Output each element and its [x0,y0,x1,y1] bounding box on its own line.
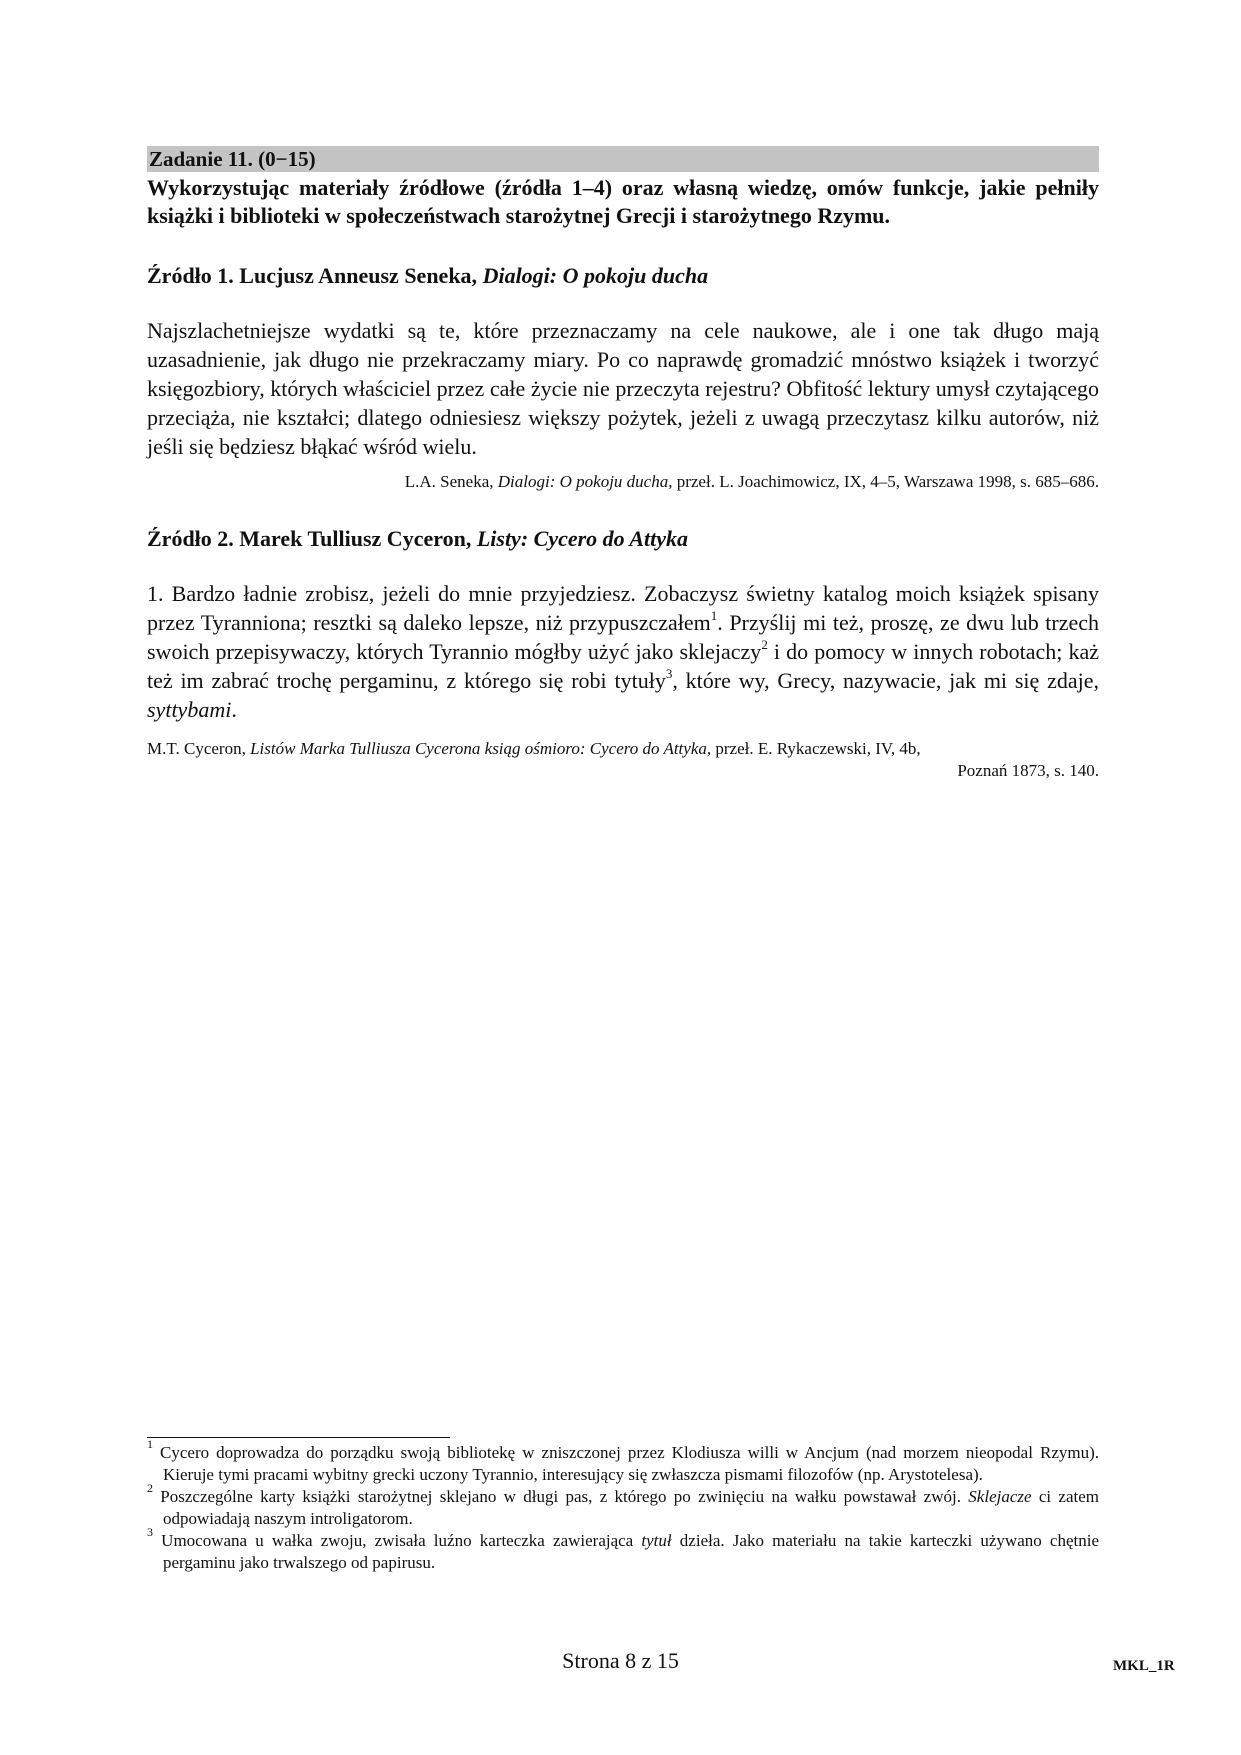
source-1-citation [147,471,1099,493]
footnote-1 [147,1437,1099,1486]
source-1-text: Najszlachetniejsze wydatki są te, które przeznaczamy na cele naukowe, ale i one tak długo mają uzasadnienie, jak długo nie przekraczamy miary. Po co naprawdę gromadzić mnóstwo książek i tworzyć księgozbiory, których właściciel przez całe życie nie przeczyta rejestru? Obfitość lektury umysł czytającego przeciąża, nie kształci; dlatego odniesiesz większy pożytek, jeżeli z uwagą przeczytasz kilku autorów, niż jeśli się będziesz błąkać wśród wielu. [147,318,1099,459]
source-2-heading-title: Listy: Cycero do Attyka [476,526,689,551]
footnote-1-text: Cycero doprowadza do porządku swoją bibliotekę w zniszczonej przez Klodiusza willi w Ancjum (nad morzem nieopodal Rzymu). Kieruje tymi pracami wybitny grecki uczony Tyrannio, interesujący się zwłaszcza pismami filozofów (np. Arystotelesa). [153,1443,1099,1484]
footnote-3-text-b: dzieła. Jako materiału na takie karteczki używano chętnie pergaminu jako trwalszego od papirusu. [163,1531,1099,1572]
footnote-3-text-a: Umocowana u wałka zwoju, zwisała luźno karteczka zawierająca [153,1531,642,1550]
source-2-citation-line2: Poznań 1873, s. 140. [957,761,1099,780]
source-2-text [147,579,1099,724]
footnote-divider [147,1437,450,1438]
source-2-text-part4: , które wy, Grecy, nazywacie, jak mi się zdaje, [672,668,1100,693]
source-2-text-end: . [231,697,237,722]
source-2-text-part1: 1. Bardzo ładnie zrobisz, jeżeli do mnie przyjedziesz. Zobaczysz świetny katalog moich książek spisany przez Tyranniona; resztki są daleko lepsze, niż przypuszczałem [147,581,1099,635]
source-1-citation-title: Dialogi: O pokoju ducha, [497,472,673,491]
footnote-3 [147,1525,1099,1574]
source-2-citation-suffix: przeł. E. Rykaczewski, IV, 4b, [711,739,921,758]
source-1-citation-prefix: L.A. Seneka, [404,472,498,491]
source-2-heading [147,525,1099,553]
footnotes [147,1437,1100,1574]
source-2-citation-title: Listów Marka Tulliusza Cycerona ksiąg ośmioro: Cycero do Attyka, [250,739,712,758]
source-2-text-part3: i do pomocy w innych robotach; każ też im zabrać trochę pergaminu, z którego się robi tytuły [147,639,1099,693]
source-2-heading-prefix: Źródło 2. Marek Tulliusz Cyceron, [147,526,477,551]
source-1-heading-title: Dialogi: O pokoju ducha [482,263,709,288]
source-1-citation-suffix: przeł. L. Joachimowicz, IX, 4–5, Warszawa 1998, s. 685–686. [672,472,1099,491]
source-2-citation [147,738,1099,782]
source-1-heading [147,262,1099,290]
footnote-3-italic: tytuł [641,1531,672,1550]
footnote-3-number: 3 [147,1525,153,1540]
exam-page [147,146,1099,782]
footnote-2-italic: Sklejacze [968,1487,1032,1506]
task-command: Wykorzystując materiały źródłowe (źródła 1–4) oraz własną wiedzę, omów funkcje, jakie pełniły książki i biblioteki w społeczeństwach starożytnej Grecji i starożytnego Rzymu. [147,175,1099,228]
footnote-1-number: 1 [147,1437,153,1452]
footnote-ref-3: 3 [665,665,673,681]
source-1-heading-prefix: Źródło 1. Lucjusz Anneusz Seneka, [147,263,483,288]
footnote-2-text-b: ci zatem odpowiadają naszym introligatorom. [163,1487,1100,1528]
source-2-text-italic: syttybami [147,697,232,722]
footnote-ref-2: 2 [761,636,768,652]
page-number: Strona 8 z 15 [562,1648,679,1673]
footnote-2-text-a: Poszczególne karty książki starożytnej sklejano w długi pas, z którego po zwinięciu na wałku powstawał zwój. [153,1487,969,1506]
source-2-text-part2: . Przyślij mi też, proszę, ze dwu lub trzech swoich przepisywaczy, których Tyrannio mógłby użyć jako sklejaczy [147,610,1099,664]
exam-code: MKL_1R [1113,1658,1175,1674]
source-2-citation-prefix: M.T. Cyceron, [147,739,251,758]
task-header: Zadanie 11. (0−15) [147,146,1099,172]
footnote-2 [147,1481,1100,1530]
footnote-ref-1: 1 [710,607,718,623]
footnote-2-number: 2 [147,1481,153,1496]
